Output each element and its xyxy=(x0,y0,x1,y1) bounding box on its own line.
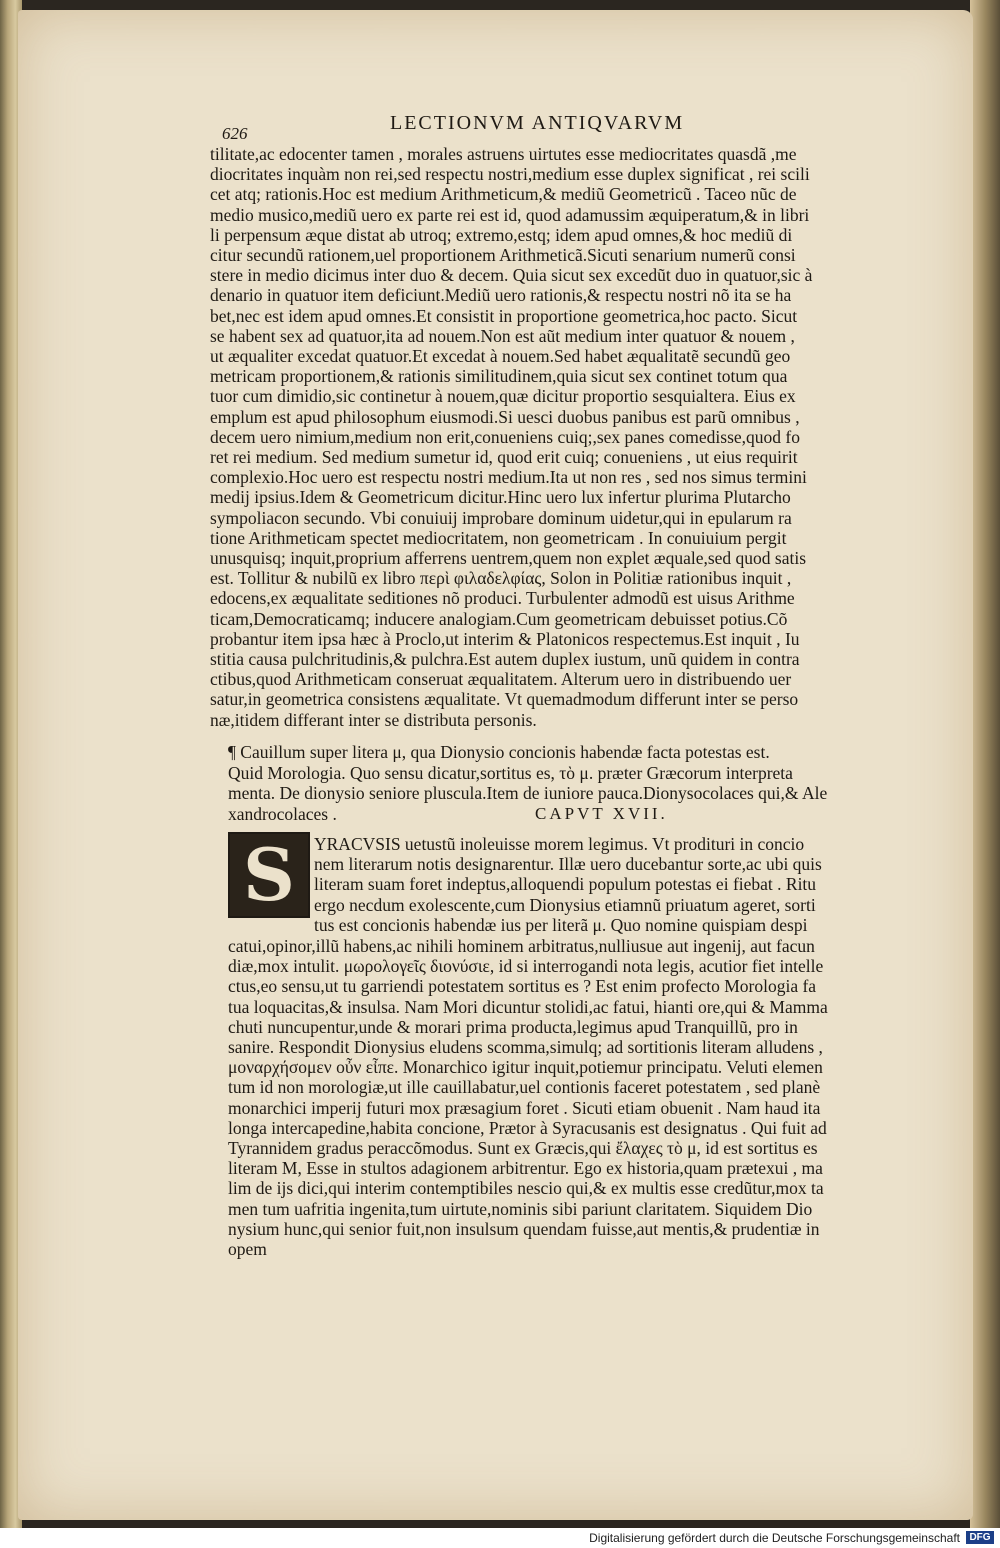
chapter-line: sanire. Respondit Dionysius eludens scomma,simulq; ad sortitionis literam alludens , xyxy=(228,1037,823,1058)
body-line: est. Tollitur & nubilũ ex libro περὶ φιλαδελφίας, Solon in Politiæ rationibus inquit , xyxy=(210,568,792,589)
body-line: decem uero nimium,medium non erit,conueniens cuiq;,sex panes comedisse,quod fo xyxy=(210,426,800,447)
body-line: stere in medio dicimus inter duo & decem. Quia sicut sex excedũt duo in quatuor,sic à xyxy=(210,265,813,286)
body-line: bet,nec est idem apud omnes.Et consistit in proportione geometrica,hoc pacto. Sicut xyxy=(210,305,798,326)
body-line: tione Arithmeticam spectet mediocritatem, non geometricam . In conuiuium pergit xyxy=(210,527,787,548)
chapter-opening-line: nem literarum notis designarentur. Illæ uero ducebantur sorte,ac ubi quis xyxy=(314,854,822,875)
body-line: diocritates inquàm non rei,sed respectu nostri,medium esse duplex significat , rei scili xyxy=(210,164,810,185)
summary-line: Quid Morologia. Quo sensu dicatur,sortitus es, τὸ μ. præter Græcorum interpreta xyxy=(228,762,793,783)
chapter-line: μοναρχήσομεν οὖν εἶπε. Monarchico igitur inquit,potiemur principatu. Veluti elemen xyxy=(228,1057,823,1078)
body-line: probantur item ipsa hæc à Proclo,ut interim & Platonicos respectemus.Est inquit , Iu xyxy=(210,628,800,649)
body-line: ticam,Democraticamq; inducere analogiam.Cum geometricam debuisset potius.Cõ xyxy=(210,608,788,629)
digitization-credit: Digitalisierung gefördert durch die Deutsche Forschungsgemeinschaft xyxy=(589,1531,960,1545)
body-line: medio musico,mediũ uero ex parte rei est id, quod adamussim æquiperatum,& in libri xyxy=(210,204,810,225)
body-line: emplum est apud philosophum eiusmodi.Si uesci duobus panibus est parũ omnibus , xyxy=(210,406,800,427)
chapter-line: tua loquacitas,& insulsa. Nam Mori dicuntur stolidi,ac fatui, hianti ore,qui & Mamma xyxy=(228,996,828,1017)
body-line: se habent sex ad quatuor,ita ad nouem.Non est aũt medium inter quatuor & nouem , xyxy=(210,325,795,346)
body-line: ctibus,quod Arithmeticam conseruat æqualitatem. Alterum uero in distribuendo uer xyxy=(210,669,792,690)
chapter-line: nysium hunc,qui senior fuit,non insulsum quendam fuisse,aut mentis,& prudentiæ in xyxy=(228,1218,820,1239)
book-page xyxy=(18,10,973,1520)
chapter-opening-line: YRACVSIS uetustũ inoleuisse morem legimus. Vt prodituri in concio xyxy=(314,834,805,854)
body-line: satur,in geometrica consistens æqualitate. Vt quemadmodum differunt inter se perso xyxy=(210,689,799,710)
chapter-line: catui,opinor,illũ habens,ac nihili hominem arbitratus,nulliusue aut ingenij, aut facun xyxy=(228,936,815,956)
body-line: stitia causa pulchritudinis,& pulchra.Est autem duplex iustum, unũ quidem in contra xyxy=(210,649,800,670)
body-line: edocens,ex æqualitate seditiones nõ produci. Turbulenter admodũ est uisus Arithme xyxy=(210,588,795,609)
drop-cap-letter: S xyxy=(243,832,295,917)
body-line: denario in quatuor item deficiunt.Mediũ uero rationis,& respectu nostri nõ ita se ha xyxy=(210,285,792,306)
body-line: medij ipsius.Idem & Geometricum dicitur.Hinc uero lux infertur plurima Plutarcho xyxy=(210,487,791,508)
body-line: tilitate,ac edocenter tamen , morales astruens uirtutes esse mediocritates quasdã ,me xyxy=(210,144,797,164)
chapter-line: longa intercapedine,habita concione, Prætor à Syracusanis est designatus . Qui fuit ad xyxy=(228,1117,827,1138)
chapter-line: chuti nuncupentur,unde & morari prima producta,legimus apud Tranquillũ, pro in xyxy=(228,1016,798,1037)
dfg-logo: DFG xyxy=(966,1531,994,1544)
body-line: unusquisq; inquit,proprium afferrens uentrem,quem non explet æquale,sed quod satis xyxy=(210,548,807,569)
drop-cap-initial xyxy=(228,832,310,918)
body-line: ut æqualiter excedat quatuor.Et excedat à nouem.Sed habet æqualitatẽ secundũ geo xyxy=(210,346,791,367)
chapter-line: opem xyxy=(228,1239,267,1260)
chapter-line: literam M, Esse in stultos adagionem arbitrentur. Ego ex historia,quam prætexui , ma xyxy=(228,1158,823,1179)
chapter-line: monarchici imperij futuri mox præsagium foret . Sicuti etiam obuenit . Nam haud ita xyxy=(228,1097,821,1118)
body-line: li perpensum æque distat ab utroq; extremo,estq; idem apud omnes,& hoc mediũ di xyxy=(210,224,793,245)
chapter-line: men tum uafritia ingenita,tum uirtute,nominis sibi pariunt claritatem. Siquidem Dio xyxy=(228,1198,813,1219)
chapter-opening-line: ergo necdum exolescente,cum Dionysius etiamnũ priuatum ageret, sorti xyxy=(314,894,816,915)
body-line: sympoliacon secundo. Vbi conuiuij improbare dominum uidetur,qui in epularum ra xyxy=(210,507,792,528)
body-line: cet atq; rationis.Hoc est medium Arithmeticum,& mediũ Geometricũ . Taceo nũc de xyxy=(210,184,797,205)
running-title: LECTIONVM ANTIQVARVM xyxy=(390,112,685,134)
chapter-opening-line: literam suam foret indeptus,alloquendi populum potestas ei fiebat . Ritu xyxy=(314,874,817,895)
chapter-line: diæ,mox intulit. μωρολογεῖς διονύσιε, id si interrogandi nota legis, acutior fiet intelle xyxy=(228,956,824,977)
body-line: complexio.Hoc uero est respectu nostri medium.Ita ut non res , sed nos simus termini xyxy=(210,467,807,488)
body-line: citur secundũ rationem,uel proportionem Arithmeticã.Sicuti senarium numerũ consi xyxy=(210,245,796,266)
body-line: næ,itidem differant inter se distributa personis. xyxy=(210,709,537,730)
chapter-line: ctus,eo sensu,ut tu garriendi potestatem sortitus es ? Est enim profecto Morologia fa xyxy=(228,976,817,997)
chapter-heading: CAPVT XVII. xyxy=(535,804,668,823)
body-line: metricam proportionem,& rationis similitudinem,quia sicut sex continet totum qua xyxy=(210,366,788,387)
body-paragraph xyxy=(210,144,900,730)
chapter-paragraph xyxy=(228,936,903,1259)
chapter-opening-line: tus est concionis habendæ ius per literã μ. Quo nomine quispiam despi xyxy=(314,914,808,935)
summary-line: xandrocolaces . xyxy=(228,803,337,824)
chapter-line: Tyrannidem gradus peraccõmodus. Sunt ex Græcis,qui ἔλαχες τὸ μ, id est sortitus es xyxy=(228,1138,818,1159)
body-line: tuor cum dimidio,sic continetur à nouem,quæ dicitur proportio sesquialtera. Eius ex xyxy=(210,386,796,407)
body-line: ret rei medium. Sed medium sumetur id, quod erit cuiq; conueniens , ut eius requirit xyxy=(210,447,798,468)
summary-line: ¶ Cauillum super litera μ, qua Dionysio concionis habendæ facta potestas est. xyxy=(228,742,770,762)
chapter-line: lim de ijs dici,qui interim contemptibiles nescio qui,& ex multis esse credũtur,mox ta xyxy=(228,1178,824,1199)
page-header xyxy=(210,110,900,143)
book-edge-right xyxy=(970,0,1000,1530)
chapter-opening-lines xyxy=(314,834,900,935)
summary-line: menta. De dionysio seniore pluscula.Item de iuniore pauca.Dionysocolaces qui,& Ale xyxy=(228,783,828,803)
chapter-line: tum id non morologiæ,ut ille cauillabatur,uel contionis faceret potestatem , sed planè xyxy=(228,1077,821,1098)
page-number: 626 xyxy=(222,124,248,143)
